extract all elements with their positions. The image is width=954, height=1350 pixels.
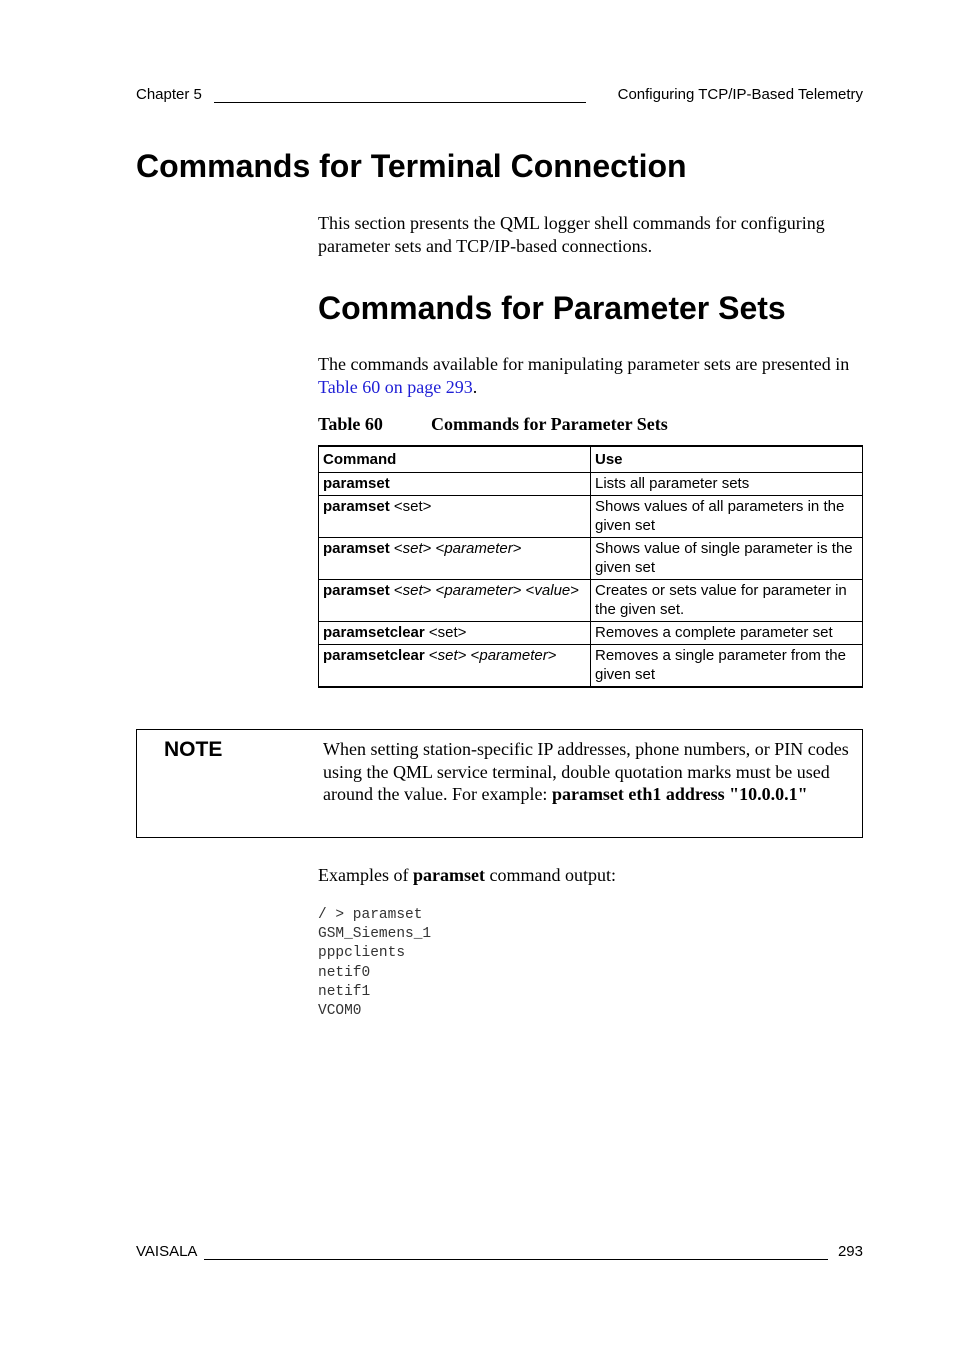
command-args: <set> <box>389 498 432 515</box>
command-use: Removes a complete parameter set <box>591 622 863 645</box>
code-output <box>318 906 431 1021</box>
page-header <box>136 86 863 106</box>
command-name: paramsetclear <box>323 624 425 641</box>
note-label: NOTE <box>164 738 223 761</box>
table-row: paramsetclear <set> <parameter> Removes a single parameter from the given set <box>319 645 863 688</box>
section-heading: Commands for Terminal Connection <box>136 148 687 184</box>
command-name: paramsetclear <box>323 647 425 664</box>
table-number: Table 60 <box>318 414 383 434</box>
command-use: Creates or sets value for parameter in the given set. <box>591 580 863 622</box>
command-use: Shows values of all parameters in the given set <box>591 496 863 538</box>
page-footer <box>136 1243 863 1263</box>
code-line: / > paramset <box>318 907 423 923</box>
footer-company: VAISALA <box>136 1243 198 1260</box>
command-name: paramset <box>323 582 390 599</box>
page-number: 293 <box>837 1243 863 1260</box>
note-example: paramset eth1 address "10.0.0.1" <box>551 784 808 804</box>
command-args: <set> <box>424 624 467 641</box>
table-row <box>319 473 863 496</box>
header-rule <box>214 102 586 103</box>
command-name: paramset <box>323 540 390 557</box>
code-line: VCOM0 <box>318 1003 362 1020</box>
subsection-heading: Commands for Parameter Sets <box>318 290 786 326</box>
table-row: paramset <set> <parameter> Shows value of single parameter is the given set <box>319 538 863 580</box>
table-header-row <box>319 446 863 473</box>
table-row: paramset <set> <parameter> <value> Creates or sets value for parameter in the given set. <box>319 580 863 622</box>
code-line: netif1 <box>318 983 371 1000</box>
command-use: Removes a single parameter from the given set <box>591 645 863 688</box>
subsection-intro: The commands available for manipulating parameter sets are presented in Table 60 on page 293. <box>318 354 850 397</box>
header-chapter: Chapter 5 <box>136 86 202 103</box>
table-row <box>319 496 863 538</box>
code-line: netif0 <box>318 964 371 981</box>
command-use: Shows value of single parameter is the given set <box>591 538 863 580</box>
column-header-use: Use <box>591 446 863 473</box>
code-line: GSM_Siemens_1 <box>318 926 432 943</box>
column-header-command: Command <box>319 446 591 473</box>
commands-table <box>318 445 863 688</box>
header-title: Configuring TCP/IP-Based Telemetry <box>617 86 863 103</box>
table-caption <box>318 414 668 435</box>
note-box <box>136 729 863 838</box>
table-row <box>319 622 863 645</box>
footer-rule <box>204 1259 828 1260</box>
note-text: When setting station-specific IP addresses, phone numbers, or PIN codes using the QML service terminal, double quotation marks must be used around the value. For example: paramset eth1 address "10.0.0.1" <box>323 739 849 804</box>
command-use: Lists all parameter sets <box>591 473 863 496</box>
command-name: paramset <box>323 475 390 492</box>
table-title: Commands for Parameter Sets <box>431 414 668 434</box>
table-reference-link[interactable]: Table 60 on page 293 <box>318 377 473 397</box>
command-name: paramset <box>323 498 390 515</box>
examples-intro: Examples of paramset command output: <box>318 865 616 885</box>
section-intro: This section presents the QML logger shell commands for configuring parameter sets and TCP/IP-based connections. <box>318 213 825 256</box>
code-line: pppclients <box>318 945 406 962</box>
